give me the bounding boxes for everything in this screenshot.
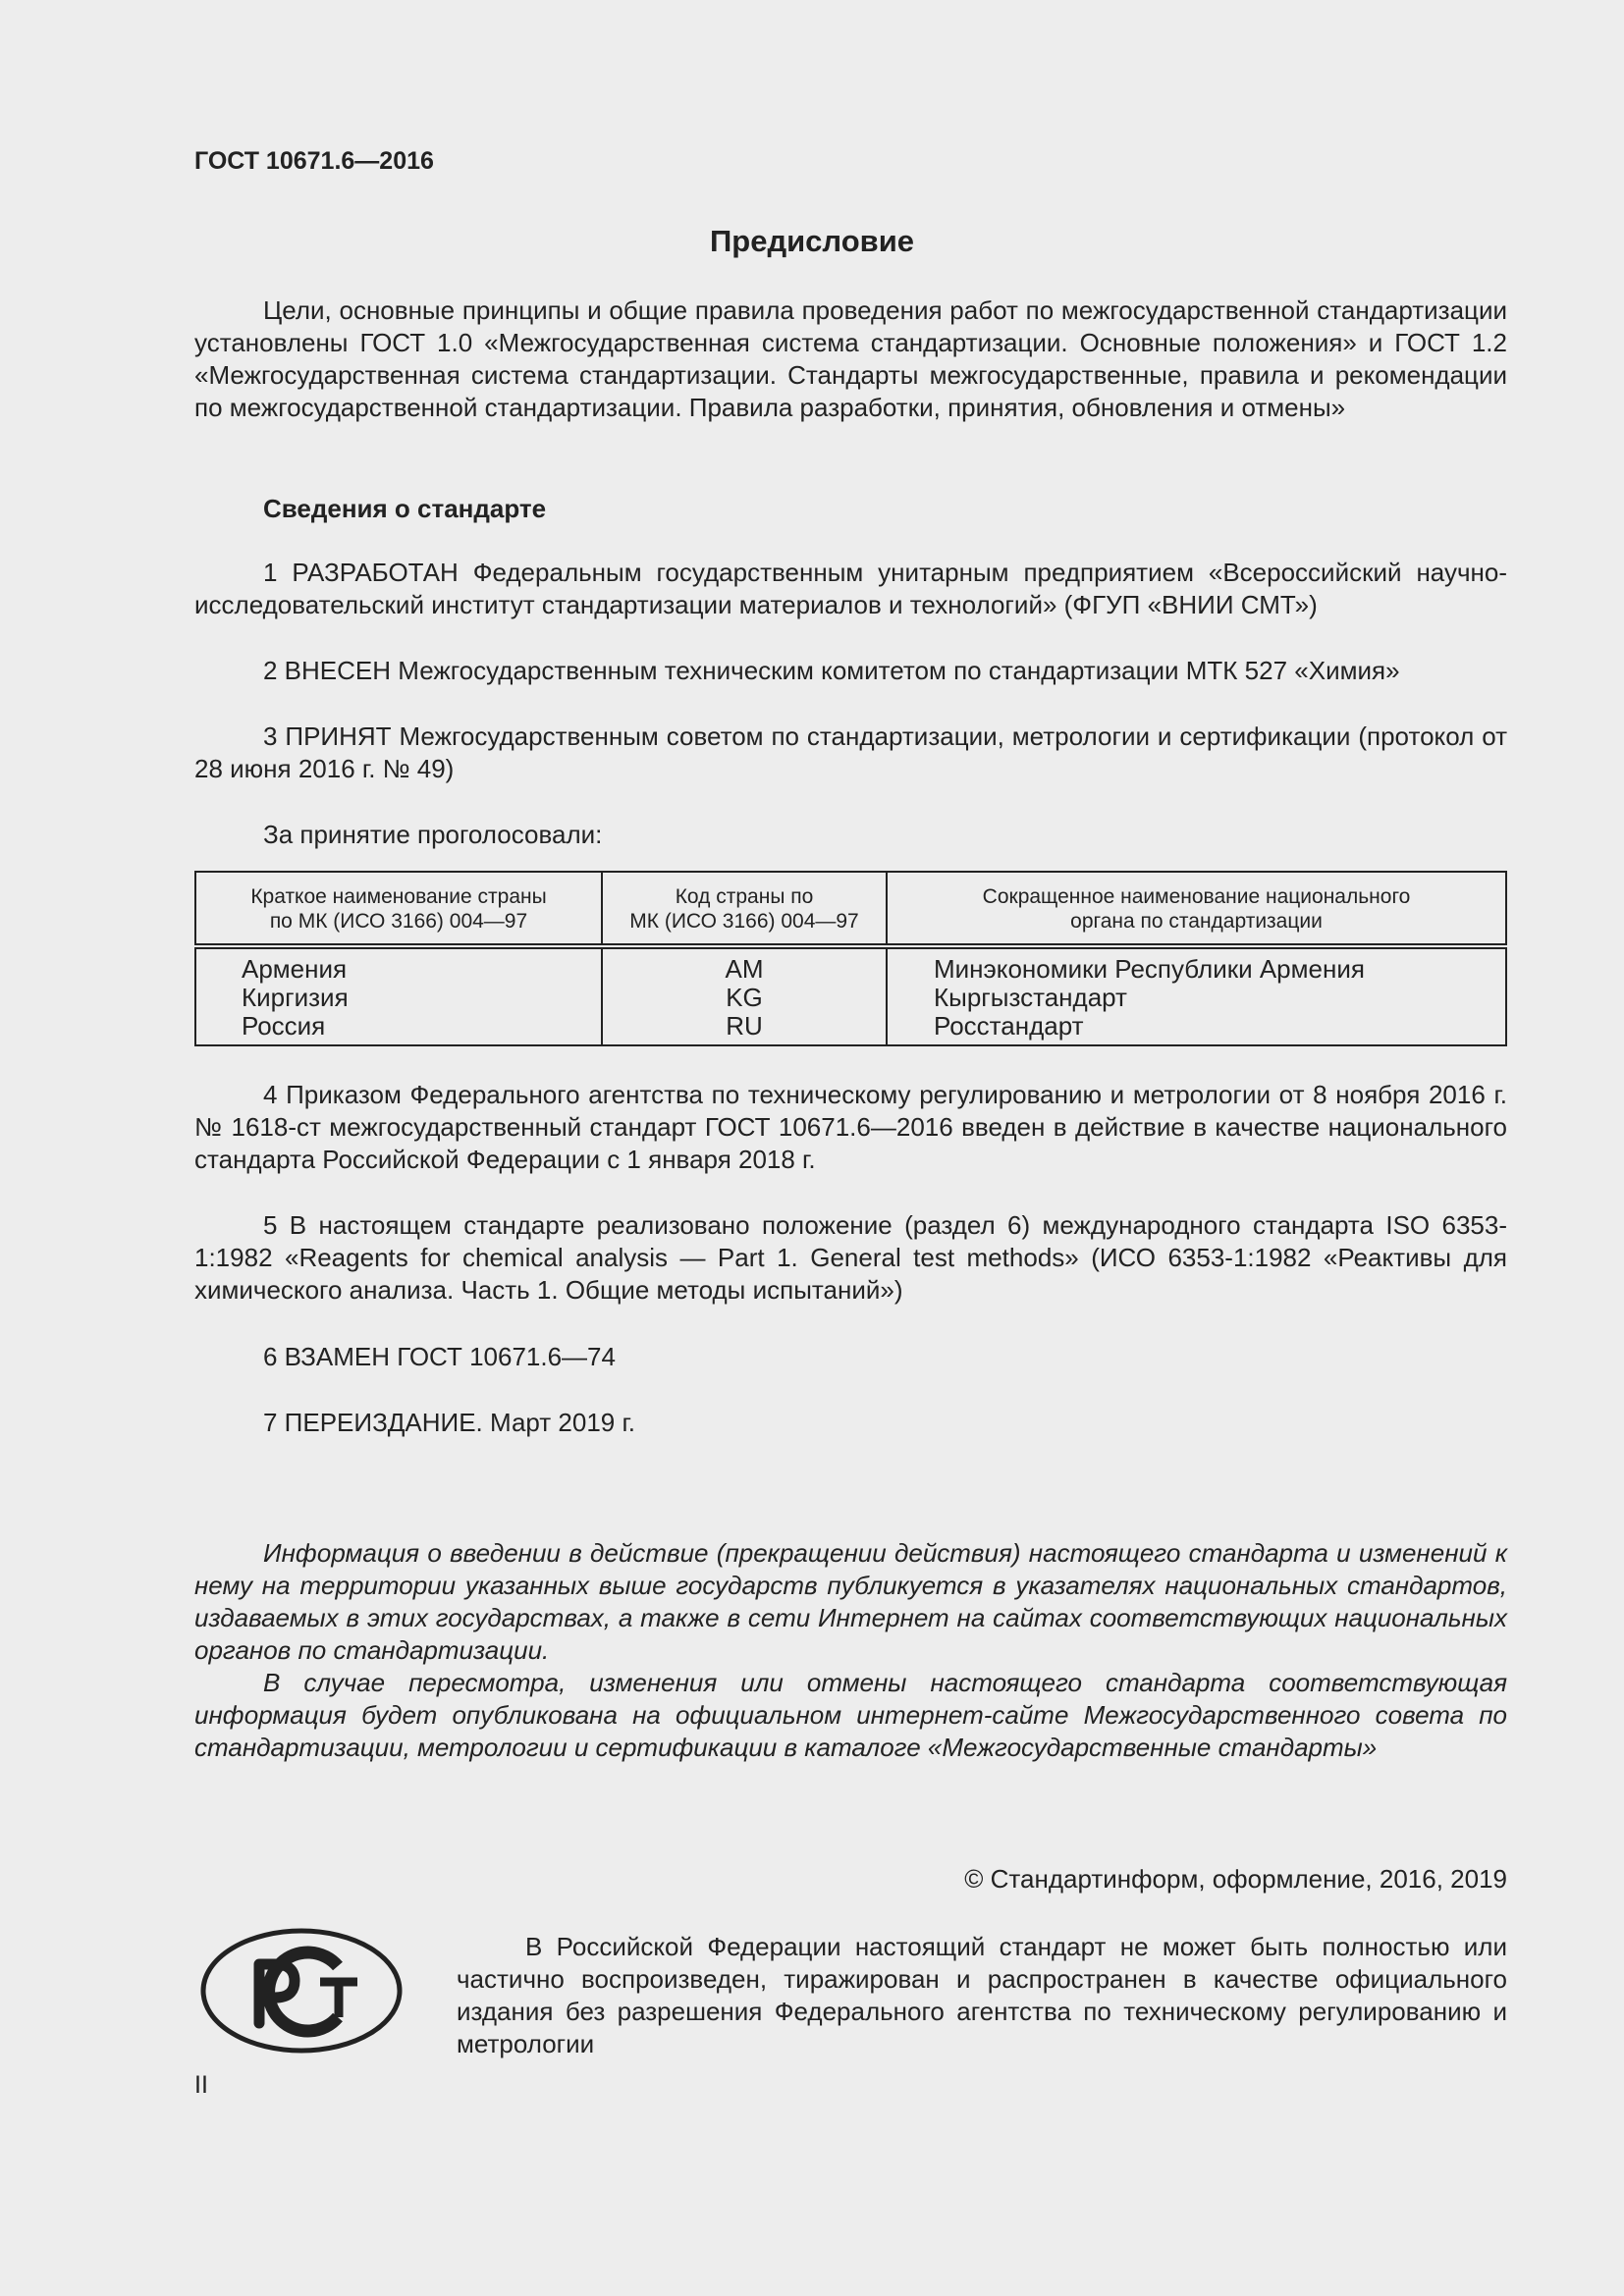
vote-intro: За принятие проголосовали:	[263, 820, 603, 849]
item-2: 2 ВНЕСЕН Межгосударственным техническим комитетом по стандартизации МТК 527 «Химия»	[263, 656, 1400, 685]
document-code: ГОСТ 10671.6—2016	[194, 147, 434, 175]
item-6: 6 ВЗАМЕН ГОСТ 10671.6—74	[263, 1342, 616, 1371]
page-number: II	[194, 2071, 208, 2099]
column-header-body: Сокращенное наименование национального органа по стандартизации	[887, 872, 1506, 946]
copyright: © Стандартинформ, оформление, 2016, 2019	[964, 1864, 1507, 1894]
section-heading: Сведения о стандарте	[263, 494, 547, 523]
item-3: 3 ПРИНЯТ Межгосударственным советом по стандартизации, метрологии и сертификации (протокол от 28 июня 2016 г. № 49)	[194, 721, 1507, 783]
item-7: 7 ПЕРЕИЗДАНИЕ. Март 2019 г.	[263, 1408, 636, 1437]
rst-logo-icon	[200, 1927, 403, 2055]
table-header-row	[195, 872, 1506, 946]
code-cell: AM KG RU	[602, 946, 887, 1045]
info-block	[194, 1537, 1507, 1764]
column-header-country: Краткое наименование страны по МК (ИСО 3166) 004—97	[195, 872, 602, 946]
item-1: 1 РАЗРАБОТАН Федеральным государственным унитарным предприятием «Всероссийский научно-исследовательский институт стандартизации материалов и технологий» (ФГУП «ВНИИ СМТ»)	[194, 558, 1507, 619]
item-5: 5 В настоящем стандарте реализовано положение (раздел 6) международного стандарта ISO 6353-1:1982 «Reagents for chemical analysis — Part 1. General test methods» (ИСО 6353-1:1982 «Реактивы для химического анализа. Часть 1. Общие методы испытаний»)	[194, 1210, 1507, 1305]
copyright-notice: В Российской Федерации настоящий стандарт не может быть полностью или частично воспроизведен, тиражирован и распространен в качестве официального издания без разрешения Федерального агентства по техническому регулированию и метрологии	[457, 1932, 1507, 2058]
page-title: Предисловие	[709, 224, 914, 258]
country-cell: Армения Киргизия Россия	[195, 946, 602, 1045]
info-paragraph-2: В случае пересмотра, изменения или отмены настоящего стандарта соответствующая информация будет опубликована на официальном интернет-сайте Межгосударственного совета по стандартизации, метрологии и сертификации в каталоге «Межгосударственные стандарты»	[194, 1668, 1507, 1762]
column-header-code: Код страны по МК (ИСО 3166) 004—97	[602, 872, 887, 946]
intro-paragraph: Цели, основные принципы и общие правила проведения работ по межгосударственной стандартизации установлены ГОСТ 1.0 «Межгосударственная система стандартизации. Основные положения» и ГОСТ 1.2 «Межгосударственная система стандартизации. Стандарты межгосударственные, правила и рекомендации по межгосударственной стандартизации. Правила разработки, принятия, обновления и отмены»	[194, 295, 1507, 422]
body-cell: Минэкономики Республики Армения Кыргызстандарт Росстандарт	[934, 954, 1365, 1041]
table-row	[195, 946, 1506, 1045]
info-paragraph-1: Информация о введении в действие (прекращении действия) настоящего стандарта и изменений к нему на территории указанных выше государств публикуется в указателях национальных стандартов, издаваемых в этих государствах, а также в сети Интернет на сайтах соответствующих национальных органов по стандартизации.	[194, 1538, 1507, 1665]
item-4: 4 Приказом Федерального агентства по техническому регулированию и метрологии от 8 ноября 2016 г. № 1618-ст межгосударственный стандарт ГОСТ 10671.6—2016 введен в действие в качестве национального стандарта Российской Федерации с 1 января 2018 г.	[194, 1080, 1507, 1174]
votes-table	[194, 871, 1507, 1046]
